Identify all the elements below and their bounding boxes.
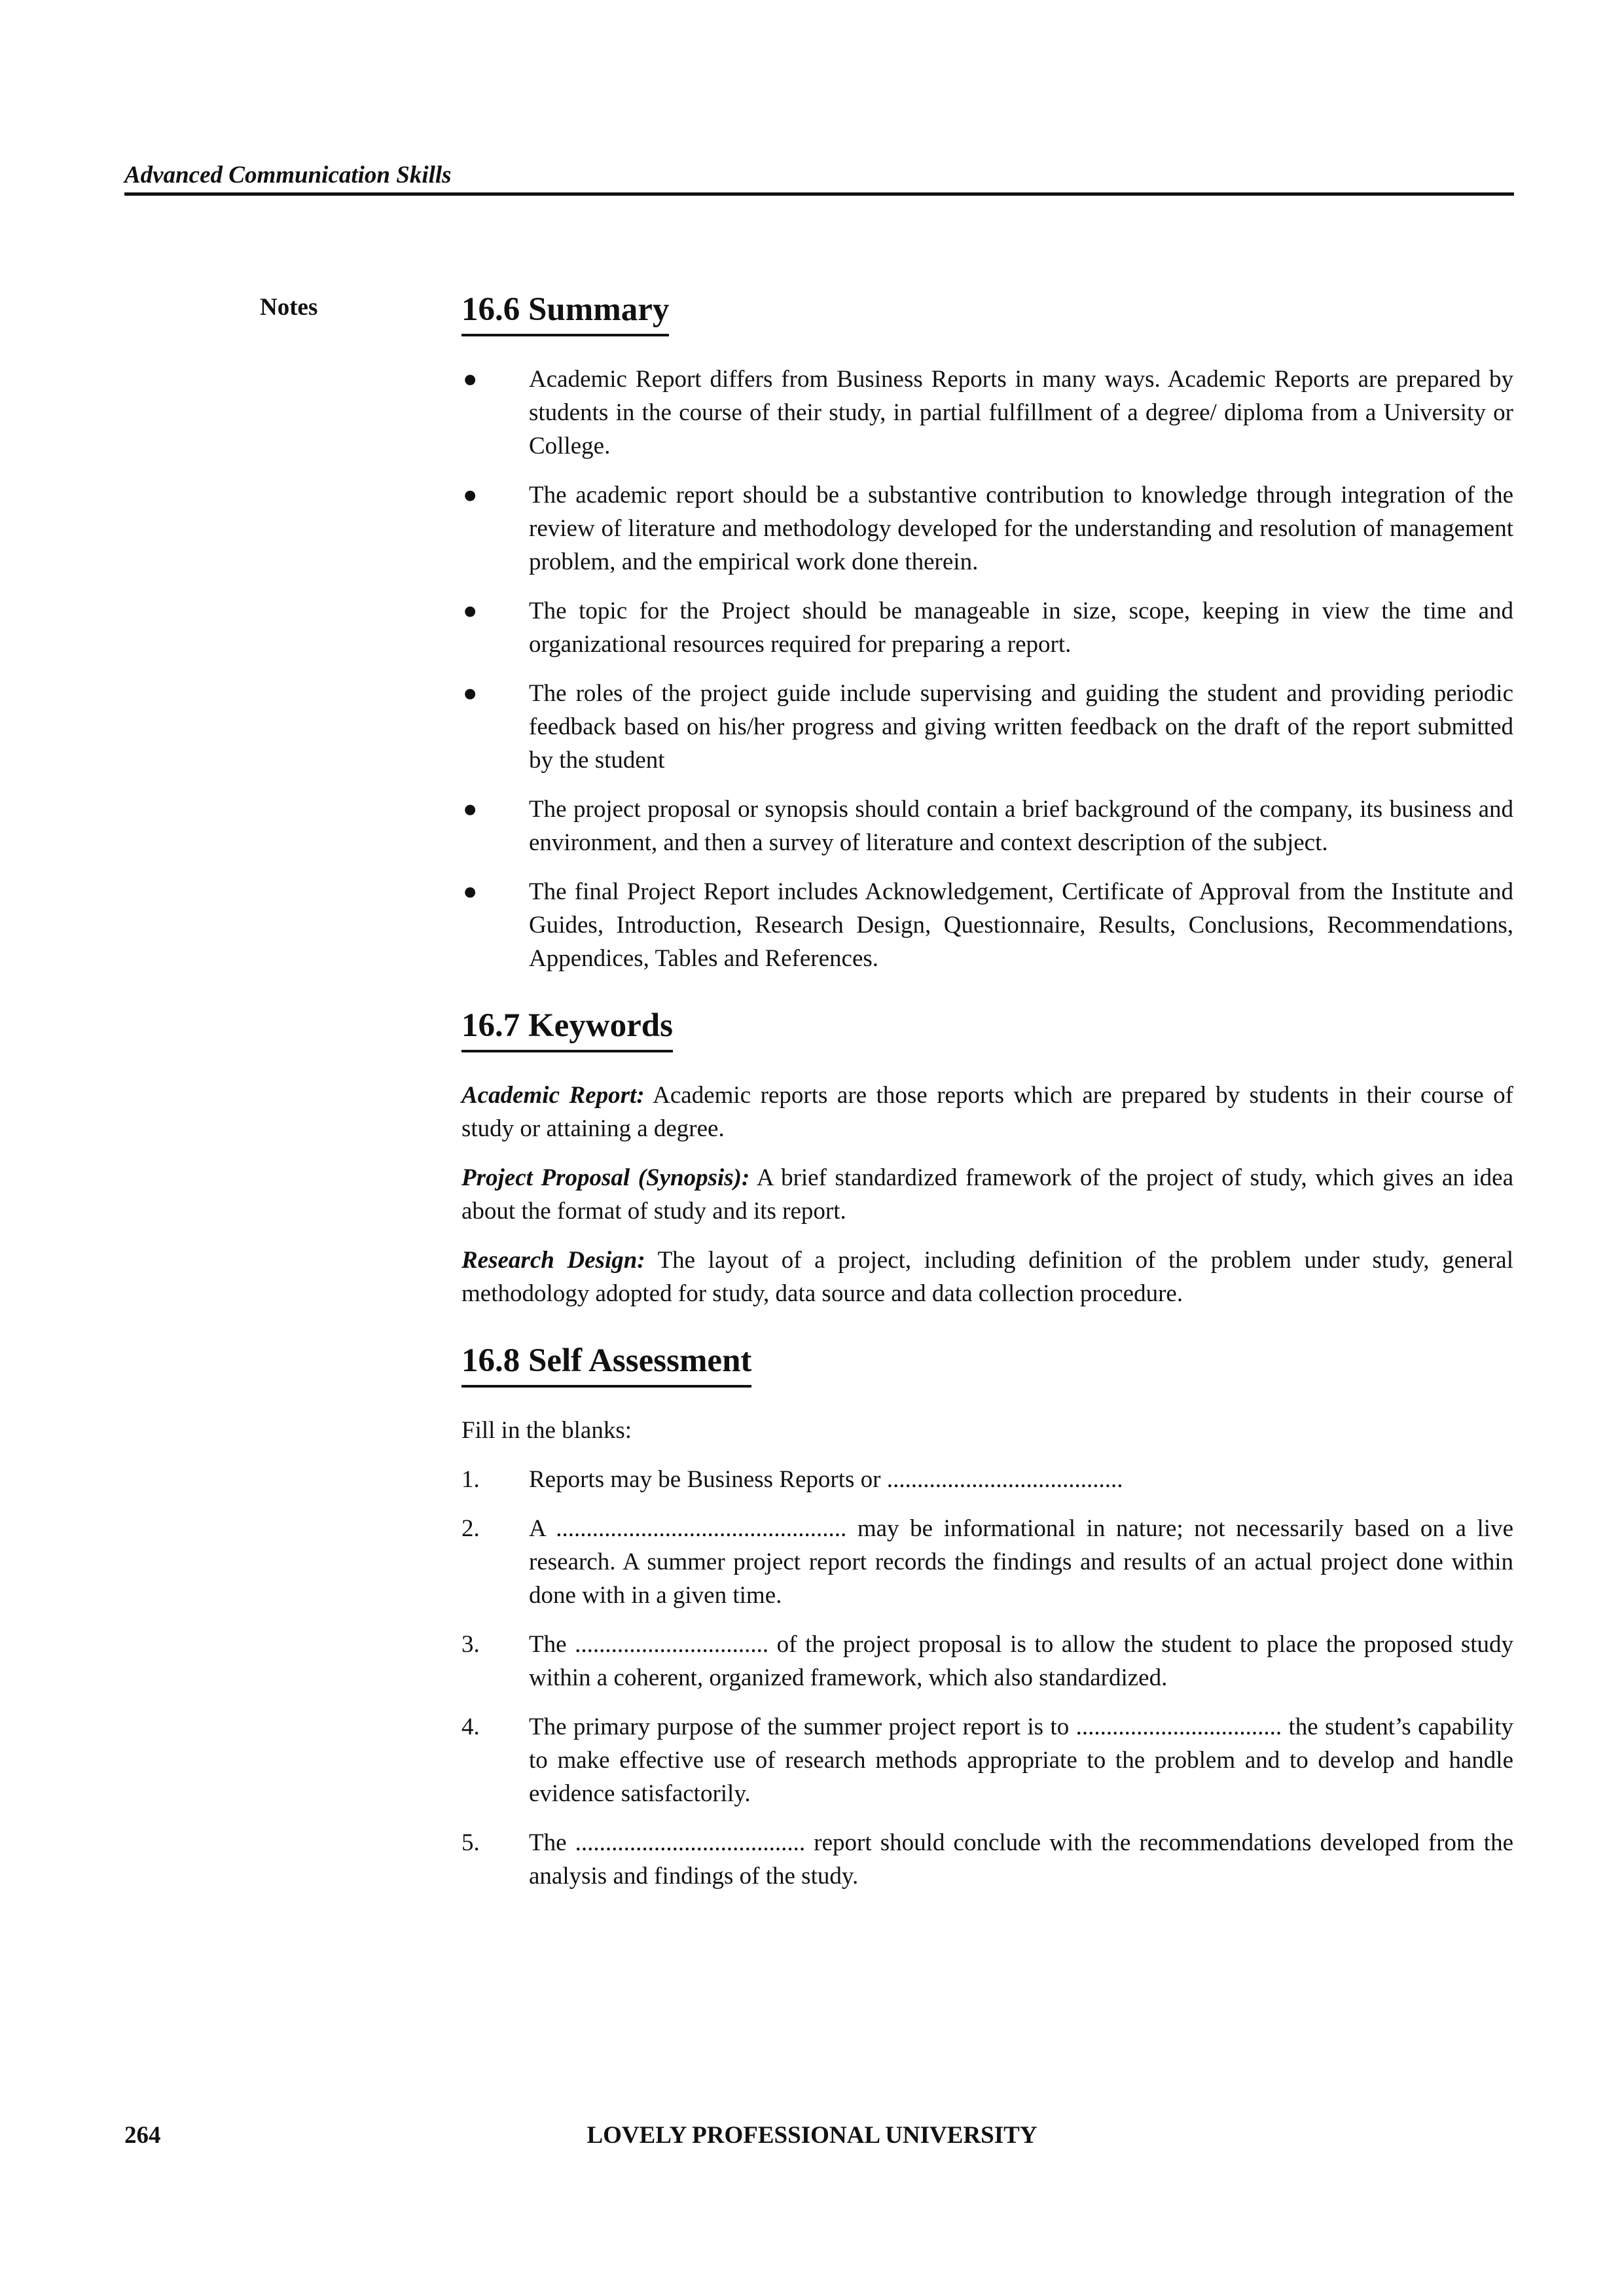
running-header-title: Advanced Communication Skills (124, 162, 452, 188)
keywords-section (461, 1004, 1513, 1310)
keyword-definition: Academic reports are those reports which are prepared by students in their course of study or attaining a degree. (461, 1082, 1513, 1142)
bullet-icon: ● (463, 482, 478, 509)
item-number: 5. (461, 1829, 480, 1856)
summary-item-text: Academic Report differs from Business Reports in many ways. Academic Reports are prepared by students in the course of their study, in partial fulfillment of a degree/ diploma from a University or College. (529, 366, 1513, 459)
fill-blank-item (461, 1512, 1513, 1612)
keyword-entry (461, 1161, 1513, 1228)
summary-item-text: The academic report should be a substantive contribution to knowledge through integration of the review of literature and methodology developed for the understanding and resolution of management problem, and the empirical work done therein. (529, 482, 1513, 575)
summary-item-text: The project proposal or synopsis should contain a brief background of the company, its business and environment, and then a survey of literature and context description of the subject. (529, 796, 1513, 856)
summary-section (461, 288, 1513, 975)
keyword-term: Research Design: (461, 1247, 645, 1274)
summary-list (461, 363, 1513, 975)
notes-margin-label: Notes (260, 294, 318, 321)
item-number: 3. (461, 1631, 480, 1658)
footer-page-number: 264 (124, 2122, 161, 2149)
keyword-entry (461, 1244, 1513, 1310)
bullet-icon: ● (463, 796, 478, 823)
keywords-heading: 16.7 Keywords (461, 1004, 673, 1052)
fill-blank-item (461, 1710, 1513, 1810)
summary-item-text: The final Project Report includes Acknowledgement, Certificate of Approval from the Institute and Guides, Introduction, Research Design, Questionnaire, Results, Conclusions, Recommendations, Appendices, Tables and References. (529, 878, 1513, 972)
keyword-term: Project Proposal (Synopsis): (461, 1164, 750, 1191)
fill-blank-item (461, 1826, 1513, 1893)
self-assessment-section (461, 1339, 1513, 1893)
item-text: The primary purpose of the summer project report is to .................................. the student’s capability to make effective use of research methods appropriate to the problem and to develop and handle evidence satisfactorily. (529, 1713, 1513, 1807)
summary-item (461, 875, 1513, 975)
summary-item-text: The topic for the Project should be manageable in size, scope, keeping in view the time and organizational resources required for preparing a report. (529, 598, 1513, 658)
bullet-icon: ● (463, 878, 478, 905)
header-rule (124, 192, 1514, 196)
summary-heading: 16.6 Summary (461, 288, 669, 336)
keyword-definition: A brief standardized framework of the project of study, which gives an idea about the format of study and its report. (461, 1164, 1513, 1225)
keyword-entry (461, 1079, 1513, 1145)
bullet-icon: ● (463, 366, 478, 393)
fill-blanks-list (461, 1463, 1513, 1893)
item-text: Reports may be Business Reports or ....................................... (529, 1466, 1123, 1493)
summary-item (461, 478, 1513, 579)
item-text: A ................................................ may be informational in nature; not necessarily based on a live research. A summer project report records the findings and results of an actual project done within done with in a given time. (529, 1515, 1513, 1609)
bullet-icon: ● (463, 598, 478, 624)
item-number: 1. (461, 1466, 480, 1493)
bullet-icon: ● (463, 680, 478, 707)
footer-publisher: LOVELY PROFESSIONAL UNIVERSITY (586, 2122, 1038, 2149)
keyword-term: Academic Report: (461, 1082, 645, 1109)
summary-item (461, 363, 1513, 463)
fill-blank-item (461, 1463, 1513, 1496)
item-number: 4. (461, 1713, 480, 1740)
item-text: The ................................ of the project proposal is to allow the student to place the proposed study within a coherent, organized framework, which also standardized. (529, 1631, 1513, 1691)
self-assessment-intro: Fill in the blanks: (461, 1417, 632, 1444)
keyword-definition: The layout of a project, including definition of the problem under study, general methodology adopted for study, data source and data collection procedure. (461, 1247, 1513, 1307)
item-number: 2. (461, 1515, 480, 1542)
summary-item (461, 793, 1513, 859)
summary-item (461, 677, 1513, 777)
fill-blank-item (461, 1628, 1513, 1695)
item-text: The ...................................... report should conclude with the recommendations developed from the analysis and findings of the study. (529, 1829, 1513, 1890)
summary-item-text: The roles of the project guide include supervising and guiding the student and providing periodic feedback based on his/her progress and giving written feedback on the draft of the report submitted by the student (529, 680, 1513, 774)
self-assessment-heading: 16.8 Self Assessment (461, 1339, 751, 1388)
summary-item (461, 594, 1513, 661)
main-content (461, 288, 1513, 1922)
